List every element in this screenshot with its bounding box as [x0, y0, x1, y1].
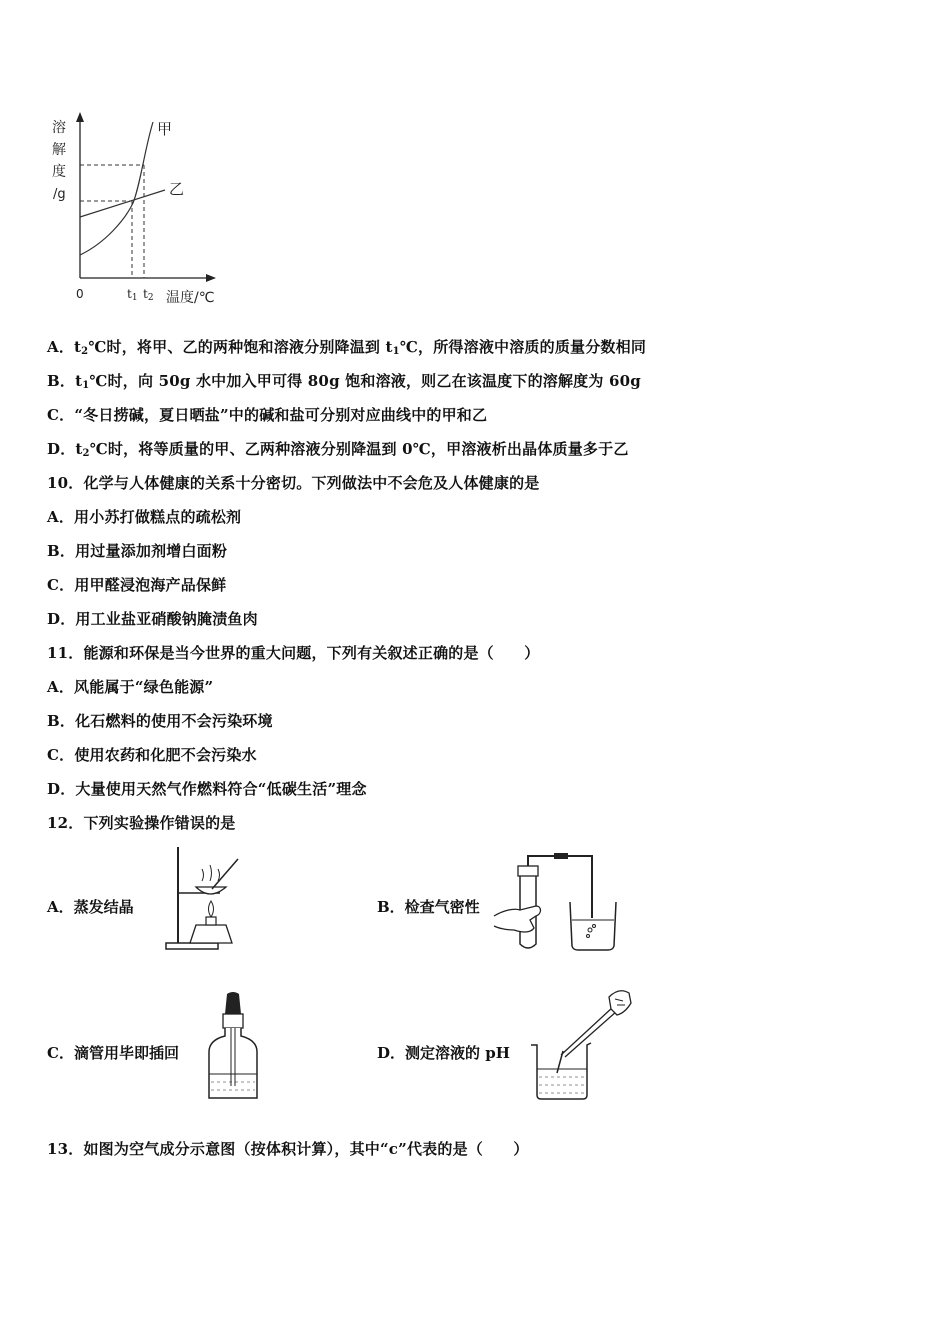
ph-test-figure: [527, 985, 637, 1105]
q10-option-c: C．用甲醛浸泡海产品保鲜: [47, 576, 227, 594]
q9-a-sub1: 2: [81, 346, 89, 357]
q9-option-d: [47, 438, 629, 459]
x-axis-arrow: [206, 274, 216, 282]
q9-option-c: C．“冬日捞碱，夏日晒盐”中的碱和盐可分别对应曲线中的甲和乙: [47, 406, 488, 424]
q12-stem: 12．下列实验操作错误的是: [47, 814, 236, 832]
q12-option-b-label: B．检查气密性: [377, 898, 480, 916]
q9-d-part2: ℃时，将等质量的甲、乙两种溶液分别降温到 0℃，甲溶液析出晶体质量多于乙: [89, 440, 629, 458]
ylabel-char-2: 解: [52, 142, 66, 158]
ylabel-char-1: 溶: [52, 120, 66, 136]
q9-option-b: [47, 370, 641, 391]
dropper-bottle-figure: [205, 990, 260, 1105]
solubility-chart: [45, 108, 245, 308]
q11-stem: 11．能源和环保是当今世界的重大问题，下列有关叙述正确的是（ ）: [47, 644, 540, 662]
ylabel-char-3: 度: [52, 164, 66, 180]
evaporation-apparatus-figure: [160, 843, 250, 953]
q10-option-d: D．用工业盐亚硝酸钠腌渍鱼肉: [47, 610, 258, 628]
q9-a-part1: A．t: [47, 338, 82, 356]
q9-d-part1: D．t: [47, 440, 83, 458]
curve-jia: [80, 122, 153, 255]
tick-label-t1: t1: [127, 287, 138, 303]
q13-stem: 13．如图为空气成分示意图（按体积计算），其中“c”代表的是（ ）: [47, 1140, 529, 1158]
ylabel-char-4: /g: [53, 187, 66, 202]
q11-option-d: D．大量使用天然气作燃料符合“低碳生活”理念: [47, 780, 367, 798]
q12-option-a-label: A．蒸发结晶: [47, 898, 134, 916]
series-label-jia: 甲: [157, 120, 173, 138]
solubility-chart-svg: [45, 108, 245, 308]
origin-label: 0: [76, 287, 84, 301]
tick-label-t2: t2: [143, 287, 154, 303]
q11-option-a: A．风能属于“绿色能源”: [47, 678, 214, 696]
curve-yi: [80, 190, 165, 217]
y-axis-arrow: [76, 112, 84, 122]
q11-option-c: C．使用农药和化肥不会污染水: [47, 746, 257, 764]
airtightness-check-figure: [490, 848, 620, 954]
q9-a-sub2: 1: [392, 346, 400, 357]
xlabel: 温度/℃: [166, 290, 215, 306]
q10-option-b: B．用过量添加剂增白面粉: [47, 542, 228, 560]
q12-option-c-label: C．滴管用毕即插回: [47, 1044, 179, 1062]
q10-option-a: A．用小苏打做糕点的疏松剂: [47, 508, 242, 526]
q12-option-d-label: D．测定溶液的 pH: [377, 1044, 510, 1062]
q11-option-b: B．化石燃料的使用不会污染环境: [47, 712, 273, 730]
q10-stem: 10．化学与人体健康的关系十分密切。下列做法中不会危及人体健康的是: [47, 474, 540, 492]
q9-b-sub1: 1: [82, 380, 90, 391]
q9-d-sub1: 2: [82, 448, 90, 459]
series-label-yi: 乙: [169, 180, 185, 198]
q9-b-part2: ℃时，向 50g 水中加入甲可得 80g 饱和溶液，则乙在该温度下的溶解度为 60g: [89, 372, 641, 390]
q9-b-part1: B．t: [47, 372, 83, 390]
q9-a-part2: ℃时，将甲、乙的两种饱和溶液分别降温到 t: [88, 338, 393, 356]
q9-a-part3: ℃，所得溶液中溶质的质量分数相同: [399, 338, 647, 356]
q9-option-a: [47, 336, 646, 357]
